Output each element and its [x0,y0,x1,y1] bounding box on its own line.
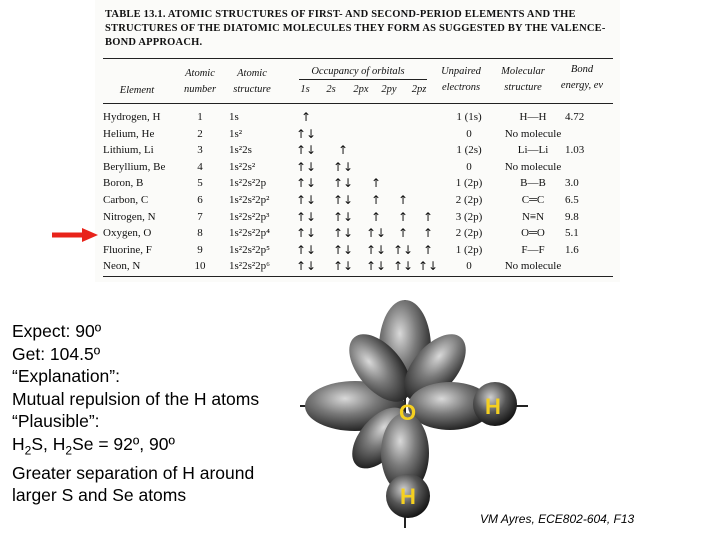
table-header-rule [103,103,613,104]
cell-molecular-structure: N≡N [521,210,545,223]
header-molecular-2: structure [504,82,542,93]
cell-unpaired: 0 [466,127,472,140]
cell-atomic-structure: 1s²2s²2p² [229,194,270,206]
cell-atomic-structure: 1s²2s²2p³ [229,210,270,223]
header-unpaired-1: Unpaired [441,66,481,77]
cell-bond-energy: 1.6 [565,243,579,256]
cell-orbital-2py: ↑ [397,193,409,207]
cell-element: Neon, N [103,260,141,273]
cell-atomic-number: 2 [197,127,203,140]
cell-orbital-2py: ↑ [397,209,409,224]
cell-orbital-2pz: ↑↓ [417,259,439,274]
explanation-label: “Explanation”: [12,366,120,386]
cell-unpaired: 3 (2p) [455,210,483,223]
cell-atomic-number: 1 [197,111,203,123]
cell-orbital-2pz: ↑ [422,242,434,257]
cell-orbital-2s: ↑↓ [332,193,354,207]
cell-orbital-1s: ↑↓ [295,159,317,174]
table-caption: TABLE 13.1. ATOMIC STRUCTURES OF FIRST- AND SECOND-PERIOD ELEMENTS AND THE STRUCTURES OF THE DIATOMIC MOLECULES THEY FORM AS SUGGESTED BY THE VALENCE-BOND APPROACH. [105,9,606,48]
cell-atomic-structure: 1s²2s²2p⁶ [229,260,270,273]
cell-orbital-2px: ↑ [370,176,382,191]
header-atomic-number-2: number [183,84,217,95]
header-orb-1s: 1s [300,84,310,95]
table-bottom-rule [103,276,613,277]
header-bond-1: Bond [570,64,594,75]
oxygen-label: O [399,400,417,425]
get-line: Get: 104.5º [12,343,101,364]
cell-unpaired: 0 [466,160,472,173]
cell-orbital-1s: ↑↓ [295,209,317,224]
cell-element: Hydrogen, H [103,111,161,123]
cell-molecular-structure: B—B [520,177,546,190]
cell-molecular-structure: No molecule [504,127,562,140]
cell-atomic-structure: 1s [229,111,239,123]
cell-atomic-number: 8 [197,227,203,240]
header-bond-2: energy, ev [560,80,604,91]
cell-element: Oxygen, O [103,227,152,240]
cell-element: Fluorine, F [103,243,152,256]
explanation-text: Mutual repulsion of the H atoms [12,388,260,409]
cell-orbital-2pz: ↑ [422,226,434,241]
cell-molecular-structure: No molecule [504,260,562,273]
header-atomic-structure-2: structure [233,84,271,95]
cell-bond-energy: 4.72 [565,111,585,123]
cell-unpaired: 1 (1s) [456,111,482,123]
cell-orbital-2s: ↑↓ [332,209,354,224]
cell-molecular-structure: C═C [521,194,545,206]
cell-orbital-2s: ↑↓ [332,159,354,174]
cell-atomic-structure: 1s²2s² [229,160,256,173]
cell-unpaired: 1 (2p) [455,177,483,190]
cell-element: Beryllium, Be [103,160,166,173]
cell-atomic-structure: 1s²2s²2p [229,177,267,190]
header-element: Element [119,85,155,96]
cell-orbital-1s: ↑ [300,110,312,124]
header-occupancy: Occupancy of orbitals [311,66,405,77]
cell-bond-energy: 1.03 [565,144,585,157]
red-arrow-shaft [52,233,84,238]
cell-orbital-1s: ↑↓ [295,143,317,158]
greater-separation-line-1: Greater separation of H around [12,462,255,483]
cell-orbital-2px: ↑↓ [365,259,387,274]
cell-molecular-structure: Li—Li [517,144,549,157]
cell-molecular-structure: No molecule [504,160,562,173]
cell-orbital-2px: ↑ [370,209,382,224]
cell-atomic-number: 5 [197,177,203,190]
cell-element: Nitrogen, N [103,210,156,223]
header-atomic-structure-1: Atomic [237,68,267,79]
cell-unpaired: 1 (2s) [456,144,482,157]
cell-unpaired: 0 [466,260,472,273]
red-arrow-icon [52,228,98,242]
cell-unpaired: 2 (2p) [455,227,483,240]
explanation-notes [12,320,312,507]
header-atomic-number-1: Atomic [185,68,215,79]
cell-element: Boron, B [103,177,144,190]
h2s-h2se-line: $H_2S$, $H_2Se$ = 92º, 90º [12,433,175,457]
hydrogen-right-label: H [485,394,501,419]
cell-atomic-number: 9 [197,243,203,256]
cell-orbital-2px: ↑↓ [365,242,387,257]
header-orb-2s: 2s [326,84,336,95]
cell-orbital-2py: ↑↓ [392,259,414,274]
greater-separation-line-2: larger S and Se atoms [12,485,187,505]
cell-bond-energy: 3.0 [565,177,579,190]
header-orb-2pz: 2pz [411,84,427,95]
cell-orbital-2px: ↑↓ [365,226,387,241]
cell-element: Helium, He [103,127,155,140]
cell-bond-energy: 6.5 [565,194,579,206]
water-orbital-diagram [300,298,530,530]
table-top-rule [103,58,613,59]
cell-orbital-1s: ↑↓ [295,226,317,241]
cell-unpaired: 2 (2p) [455,194,483,206]
cell-atomic-structure: 1s²2s [229,144,252,157]
cell-molecular-structure: F—F [521,243,545,256]
cell-molecular-structure: H—H [519,111,547,123]
header-orb-2px: 2px [353,84,369,95]
cell-orbital-2py: ↑↓ [392,242,414,257]
course-credit: VM Ayres, ECE802-604, F13 [480,512,635,526]
cell-orbital-1s: ↑↓ [295,126,317,141]
cell-orbital-2pz: ↑ [422,209,434,224]
cell-unpaired: 1 (2p) [455,243,483,256]
cell-atomic-number: 6 [197,194,203,206]
cell-atomic-number: 3 [197,144,203,157]
cell-atomic-structure: 1s² [229,127,243,140]
cell-orbital-2s: ↑ [337,143,349,158]
header-orb-2py: 2py [381,84,397,95]
red-arrow-head [82,228,98,242]
cell-atomic-structure: 1s²2s²2p⁴ [229,227,270,240]
cell-orbital-2s: ↑↓ [332,242,354,257]
cell-orbital-1s: ↑↓ [295,193,317,207]
cell-orbital-2py: ↑ [397,226,409,241]
hydrogen-bottom-label: H [400,484,416,509]
expect-line: Expect: 90º [12,321,102,341]
cell-atomic-number: 7 [197,210,203,223]
header-unpaired-2: electrons [441,82,481,93]
cell-bond-energy: 5.1 [565,227,579,240]
cell-orbital-2px: ↑ [370,193,382,207]
cell-orbital-1s: ↑↓ [295,176,317,191]
cell-orbital-2s: ↑↓ [332,176,354,191]
cell-orbital-2s: ↑↓ [332,259,354,274]
plausible-label: “Plausible”: [12,411,100,431]
cell-molecular-structure: O═O [521,227,545,240]
header-molecular-1: Molecular [501,66,545,77]
cell-atomic-number: 10 [194,260,206,273]
cell-orbital-1s: ↑↓ [295,259,317,274]
orbital-table-scan [95,0,620,282]
cell-element: Carbon, C [103,194,149,206]
cell-bond-energy: 9.8 [565,210,579,223]
cell-element: Lithium, Li [103,144,154,157]
cell-atomic-number: 4 [197,160,203,173]
cell-atomic-structure: 1s²2s²2p⁵ [229,243,270,256]
cell-orbital-2s: ↑↓ [332,226,354,241]
cell-orbital-1s: ↑↓ [295,242,317,257]
occupancy-underline [299,79,427,80]
